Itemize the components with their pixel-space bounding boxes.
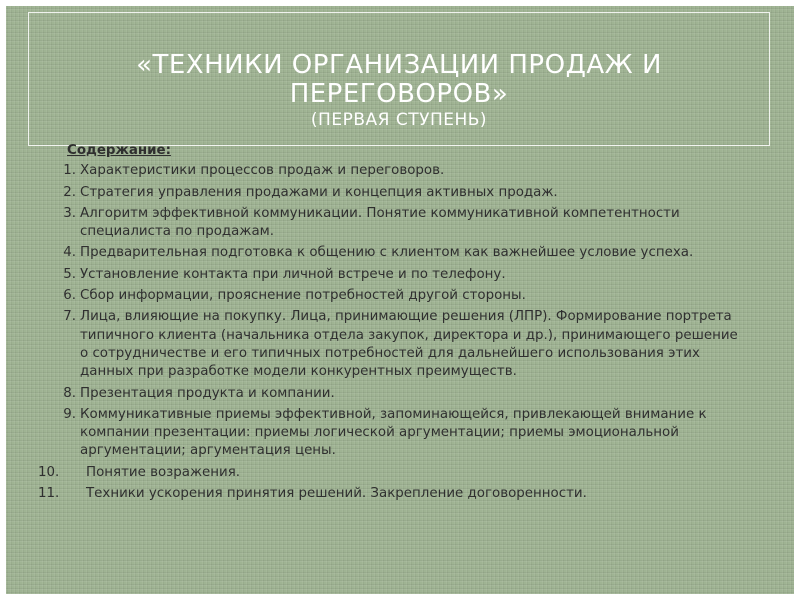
item-text: Характеристики процессов продаж и переговоров. [80,163,445,179]
list-item [24,464,784,482]
item-number: 5. [63,266,76,282]
list-item [24,287,784,305]
item-number: 1. [63,163,76,179]
item-text: Лица, влияющие на покупку. Лица, принимающие решения (ЛПР). Формирование портрета типичного клиента (начальника отдела закупок, директора и др.), принимающего решение о сотрудничестве и его типичных потребностей для дальнейшего использования этих данных при разработке модели конкурентных преимуществ. [80,309,738,380]
item-text: Алгоритм эффективной коммуникации. Понятие коммуникативной компетентности специалиста по продажам. [80,205,680,240]
list-item [24,308,784,381]
item-number: 9. [63,406,76,422]
title-line-2: ПЕРЕГОВОРОВ» [289,79,509,109]
list-item [24,205,784,242]
item-number: 7. [63,309,76,325]
title-line-1: «ТЕХНИКИ ОРГАНИЗАЦИИ ПРОДАЖ И [136,50,662,80]
list-item [24,485,784,503]
item-number: 4. [63,245,76,261]
slide-subtitle: (ПЕРВАЯ СТУПЕНЬ) [310,110,488,130]
title-box [28,12,770,146]
item-text: Презентация продукта и компании. [80,385,335,401]
item-number: 8. [63,385,76,401]
list-item [24,266,784,284]
item-number: 3. [63,205,76,221]
list-item [24,385,784,403]
item-number: 2. [63,184,76,200]
slide [6,6,794,594]
list-item [24,406,784,461]
content-heading: Содержание: [67,143,171,158]
item-text: Понятие возражения. [86,464,241,480]
item-number: 10. [38,464,60,480]
list-item [24,244,784,262]
item-text: Коммуникативные приемы эффективной, запоминающейся, привлекающей внимание к компании презентации: приемы логической аргументации; приемы эмоциональной аргументации; аргументация цены. [80,406,707,459]
list-item [24,162,784,180]
contents-list [24,162,784,503]
item-text: Техники ускорения принятия решений. Закрепление договоренности. [86,486,587,502]
content-area [24,142,784,506]
list-item [24,184,784,202]
item-number: 11. [38,486,60,502]
item-number: 6. [63,288,76,304]
item-text: Предварительная подготовка к общению с клиентом как важнейшее условие успеха. [80,245,694,261]
item-text: Установление контакта при личной встрече и по телефону. [80,266,506,282]
slide-title [29,51,769,109]
item-text: Сбор информации, прояснение потребностей другой стороны. [80,288,526,304]
item-text: Стратегия управления продажами и концепция активных продаж. [80,184,558,200]
